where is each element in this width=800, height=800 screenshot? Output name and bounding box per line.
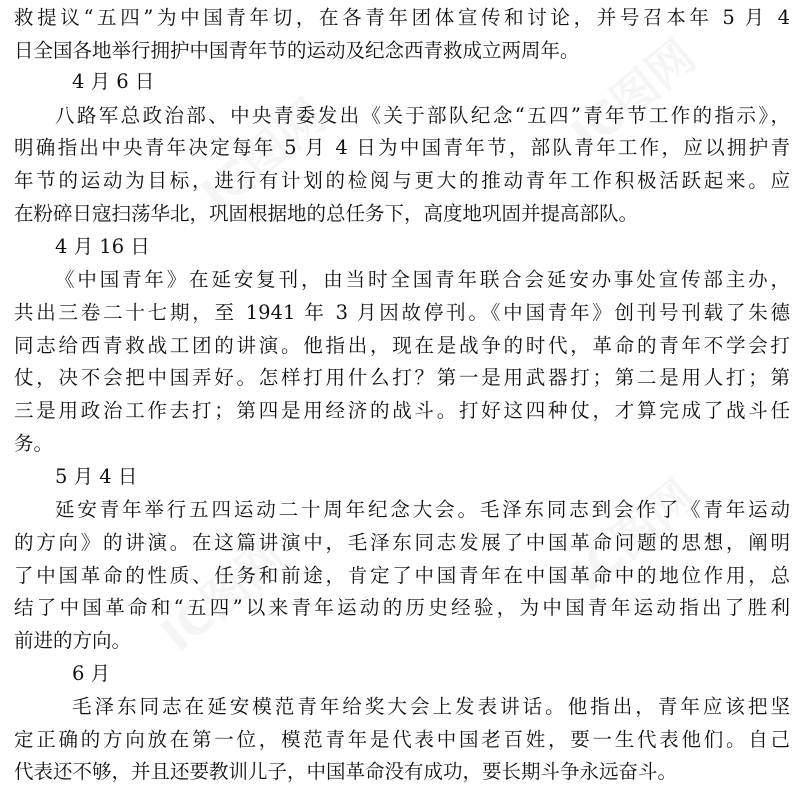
paragraph-line: 明确指出中央青年决定每年 5 月 4 日为中国青年节，部队青年工作，应以拥护青: [14, 136, 790, 159]
date-heading: 4 月 16 日: [55, 235, 150, 258]
paragraph-line: 代表还不够，并且还要教训儿子，中国革命没有成功，要长期斗争永远奋斗。: [14, 760, 678, 783]
paragraph-line: 延安青年举行五四运动二十周年纪念大会。毛泽东同志到会作了《青年运动: [55, 498, 790, 521]
paragraph-line: 共出三卷二十七期，至 1941 年 3 月因故停刊。《中国青年》创刊号刊载了朱德: [14, 301, 790, 324]
paragraph-line: 在粉碎日寇扫荡华北，巩固根据地的总任务下，高度地巩固并提高部队。: [14, 202, 639, 225]
date-heading: 5 月 4 日: [55, 465, 138, 488]
watermark: IC图网: [561, 28, 706, 162]
watermark: IC图网: [151, 528, 296, 662]
paragraph-line: 三是用政治工作去打；第四是用经济的战斗。打好这四种仗，才算完成了战斗任: [14, 399, 790, 422]
watermark: IC图网: [561, 468, 706, 602]
watermark: IC图网: [191, 88, 336, 222]
paragraph-line: 年节的运动为目标，进行有计划的检阅与更大的推动青年工作积极活跃起来。应: [14, 169, 790, 192]
paragraph-line: 八路军总政治部、中央青委发出《关于部队纪念“五四”青年节工作的指示》，: [55, 104, 790, 127]
paragraph-line: 前进的方向。: [14, 629, 132, 652]
paragraph-line: 《中国青年》在延安复刊，由当时全国青年联合会延安办事处宣传部主办，: [55, 268, 790, 291]
paragraph-line: 务。: [14, 432, 54, 455]
date-heading: 4 月 6 日: [72, 70, 155, 93]
paragraph-line: 救提议“五四”为中国青年切，在各青年团体宣传和讨论，并号召本年 5 月 4: [14, 6, 790, 29]
paragraph-line: 日全国各地举行拥护中国青年节的运动及纪念西青救成立两周年。: [14, 39, 580, 62]
paragraph-line: 仗，决不会把中国弄好。怎样打用什么打？第一是用武器打；第二是用人打；第: [14, 366, 790, 389]
date-heading: 6 月: [72, 662, 111, 685]
paragraph-line: 定正确的方向放在第一位，模范青年是代表中国老百姓，要一生代表他们。自己: [14, 728, 790, 751]
paragraph-line: 结了中国革命和“五四”以来青年运动的历史经验，为中国青年运动指出了胜利: [14, 596, 790, 619]
paragraph-line: 毛泽东同志在延安模范青年给奖大会上发表讲话。他指出，青年应该把坚: [72, 695, 790, 718]
paragraph-line: 同志给西青救战工团的讲演。他指出，现在是战争的时代，革命的青年不学会打: [14, 334, 790, 357]
paragraph-line: 了中国革命的性质、任务和前途，肯定了中国青年在中国革命中的地位作用，总: [14, 564, 790, 587]
paragraph-line: 的方向》的讲演。在这篇讲演中，毛泽东同志发展了中国革命问题的思想，阐明: [14, 531, 790, 554]
